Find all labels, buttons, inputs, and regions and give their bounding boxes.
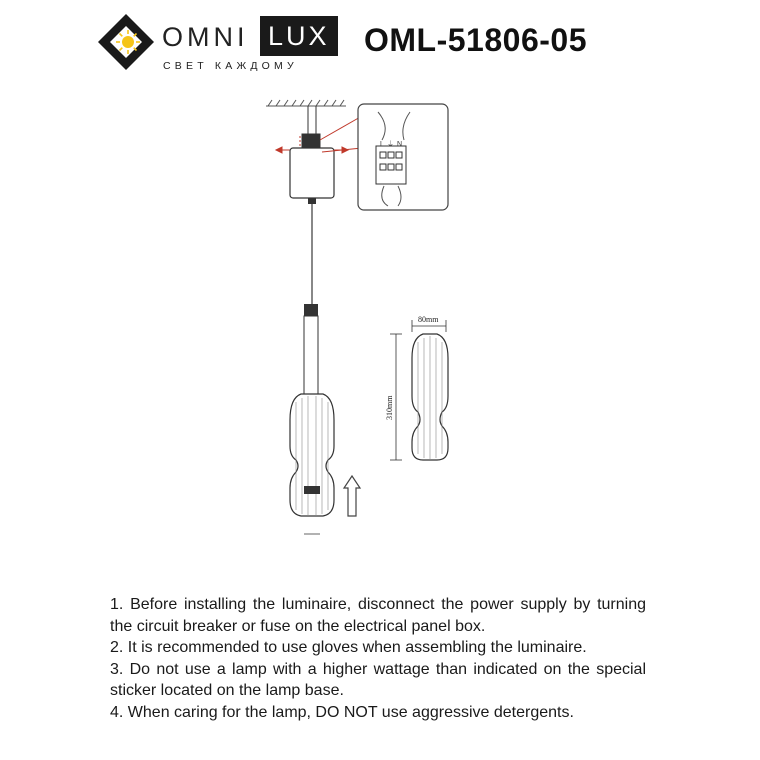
terminal-label-n: N [397,141,403,148]
lamp-rod [304,304,318,394]
instruction-item: 4. When caring for the lamp, DO NOT use aggressive detergents. [110,703,574,721]
dimension-drawing [385,315,448,460]
ceiling-hatch-icon [266,100,346,106]
safety-instructions [110,594,646,723]
instruction-item: 1. Before installing the luminaire, disconnect the power supply by turning the circuit breaker or fuse on the electrical panel box. [110,596,646,635]
lamp-shade [290,394,334,516]
height-dimension-label: 310mm [385,395,394,420]
brand-name-lux: LUX [260,16,338,56]
brand-tagline: СВЕТ КАЖДОМУ [163,60,298,72]
canopy [290,148,334,198]
junction-detail-icon [358,104,448,210]
width-dimension-label: 80mm [418,315,439,324]
instruction-item: 3. Do not use a lamp with a higher wattage than indicated on the special sticker located on the lamp base. [110,660,646,699]
terminal-label-ground: ⏚ [387,141,394,148]
mounting-bracket [302,106,320,148]
instruction-item: 2. It is recommended to use gloves when assembling the luminaire. [110,639,587,656]
terminal-label-l: L [380,141,384,148]
up-arrow-icon [344,476,360,516]
model-number: OML-51806-05 [364,22,587,58]
brand-name-omni: OMNI [162,22,249,52]
